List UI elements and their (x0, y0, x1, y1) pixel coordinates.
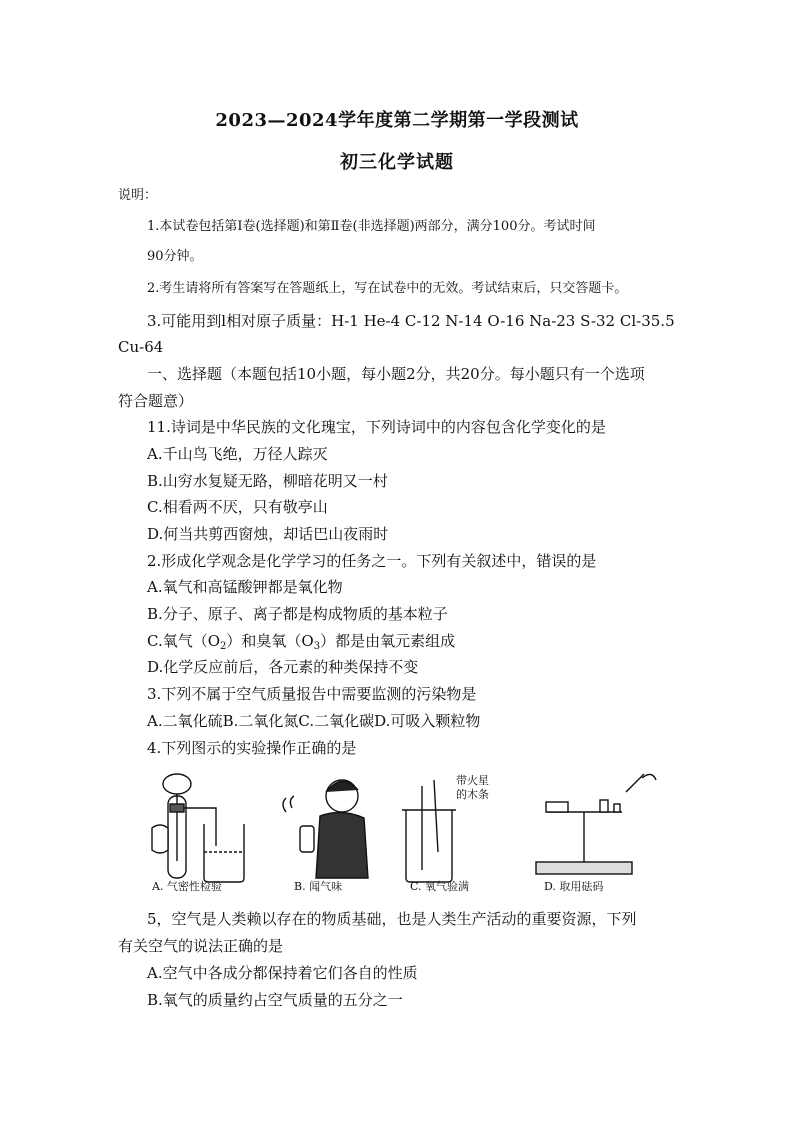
question-1-option-a: A.千山鸟飞绝，万径人踪灭 (147, 445, 328, 463)
question-1-stem: 11.诗词是中华民族的文化瑰宝，下列诗词中的内容包含化学变化的是 (147, 418, 606, 436)
balance-weights-illustration (536, 774, 656, 874)
question-1-option-d: D.何当共剪西窗烛，却话巴山夜雨时 (147, 525, 389, 543)
note-1-line-1: 1.本试卷包括第Ⅰ卷(选择题)和第Ⅱ卷(非选择题)两部分，满分100分。考试时间 (147, 219, 596, 234)
question-2-option-c (147, 631, 455, 657)
caption-d: D. 取用砝码 (544, 880, 604, 893)
question-3-options: A.二氧化硫B.二氧化氮C.二氧化碳D.可吸入颗粒物 (147, 712, 481, 730)
lab-operations-illustration (144, 766, 664, 896)
question-5-option-a: A.空气中各成分都保持着它们各自的性质 (147, 964, 418, 982)
question-2-stem: 2.形成化学观念是化学学习的任务之一。下列有关叙述中，错误的是 (147, 552, 597, 570)
caption-c: C. 氧气验满 (410, 880, 470, 893)
splint-label-1: 带火星 (456, 774, 489, 787)
question-3-stem: 3.下列不属于空气质量报告中需要监测的污染物是 (147, 685, 477, 703)
question-1-option-b: B.山穷水复疑无路，柳暗花明又一村 (147, 472, 388, 490)
q2c-subscript-1: 2 (220, 641, 227, 652)
question-5-stem-line-2: 有关空气的说法正确的是 (118, 937, 284, 955)
question-2-option-b: B.分子、原子、离子都是构成物质的基本粒子 (147, 605, 448, 623)
q2c-text-2: ）和臭氧（O (226, 632, 314, 650)
note-2: 2.考生请将所有答案写在答题纸上，写在试卷中的无效。考试结束后，只交答题卡。 (147, 281, 628, 296)
q2c-text-1: C.氧气（O (147, 632, 221, 650)
oxygen-full-test-illustration (402, 773, 489, 882)
question-2-option-d: D.化学反应前后，各元素的种类保持不变 (147, 658, 419, 676)
section-heading-line-1: 一、选择题（本题包括10小题，每小题2分，共20分。每小题只有一个选项 (147, 365, 645, 383)
question-2-option-a: A.氧气和高锰酸钾都是氧化物 (147, 578, 343, 596)
section-heading-line-2: 符合题意） (118, 392, 194, 410)
question-5-stem-line-1: 5，空气是人类赖以存在的物质基础，也是人类生产活动的重要资源，下列 (147, 910, 637, 928)
exam-title: 2023—2024学年度第二学期第一学段测试 (215, 110, 579, 131)
note-1-line-2: 90分钟。 (147, 249, 203, 264)
airtight-test-illustration (152, 774, 244, 882)
caption-a: A. 气密性检验 (152, 880, 222, 893)
question-4-stem: 4.下列图示的实验操作正确的是 (147, 739, 357, 757)
caption-b: B. 闻气味 (294, 880, 343, 893)
q2c-text-3: ）都是由氧元素组成 (320, 632, 456, 650)
splint-label-2: 的木条 (456, 788, 489, 801)
question-1-option-c: C.相看两不厌，只有敬亭山 (147, 498, 328, 516)
question-5-option-b: B.氧气的质量约占空气质量的五分之一 (147, 991, 403, 1009)
note-3-line-2: Cu-64 (118, 338, 164, 356)
smelling-gas-illustration (283, 780, 368, 878)
notes-label: 说明： (118, 188, 158, 203)
note-3-line-1: 3.可能用到l相对原子质量：H-1 He-4 C-12 N-14 O-16 Na-23 S-32 Cl-35.5 (147, 312, 675, 330)
exam-subtitle: 初三化学试题 (340, 152, 454, 173)
q2c-subscript-2: 3 (313, 641, 321, 652)
question-4-figure (144, 766, 664, 896)
